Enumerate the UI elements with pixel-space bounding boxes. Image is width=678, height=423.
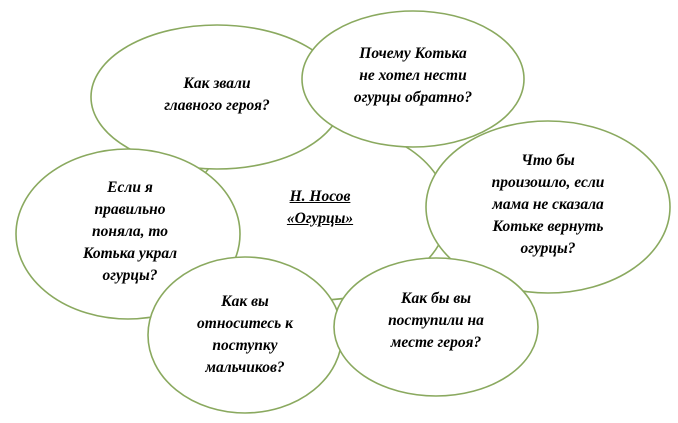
- question-hero-name: Как звали главного героя?: [164, 75, 270, 114]
- question-in-place: Как бы вы поступили на месте героя?: [388, 290, 484, 351]
- question-what-if: Что бы произошло, если мама не сказала Котьке вернуть огурцы?: [491, 152, 605, 257]
- question-why-not-return: Почему Котька не хотел нести огурцы обратно?: [353, 45, 473, 106]
- question-attitude: Как вы относитесь к поступку мальчиков?: [197, 293, 293, 376]
- question-stole: Если я правильно поняла, то Котька украл огурцы?: [82, 179, 178, 284]
- center-title: Н. Носов «Огурцы»: [286, 188, 354, 227]
